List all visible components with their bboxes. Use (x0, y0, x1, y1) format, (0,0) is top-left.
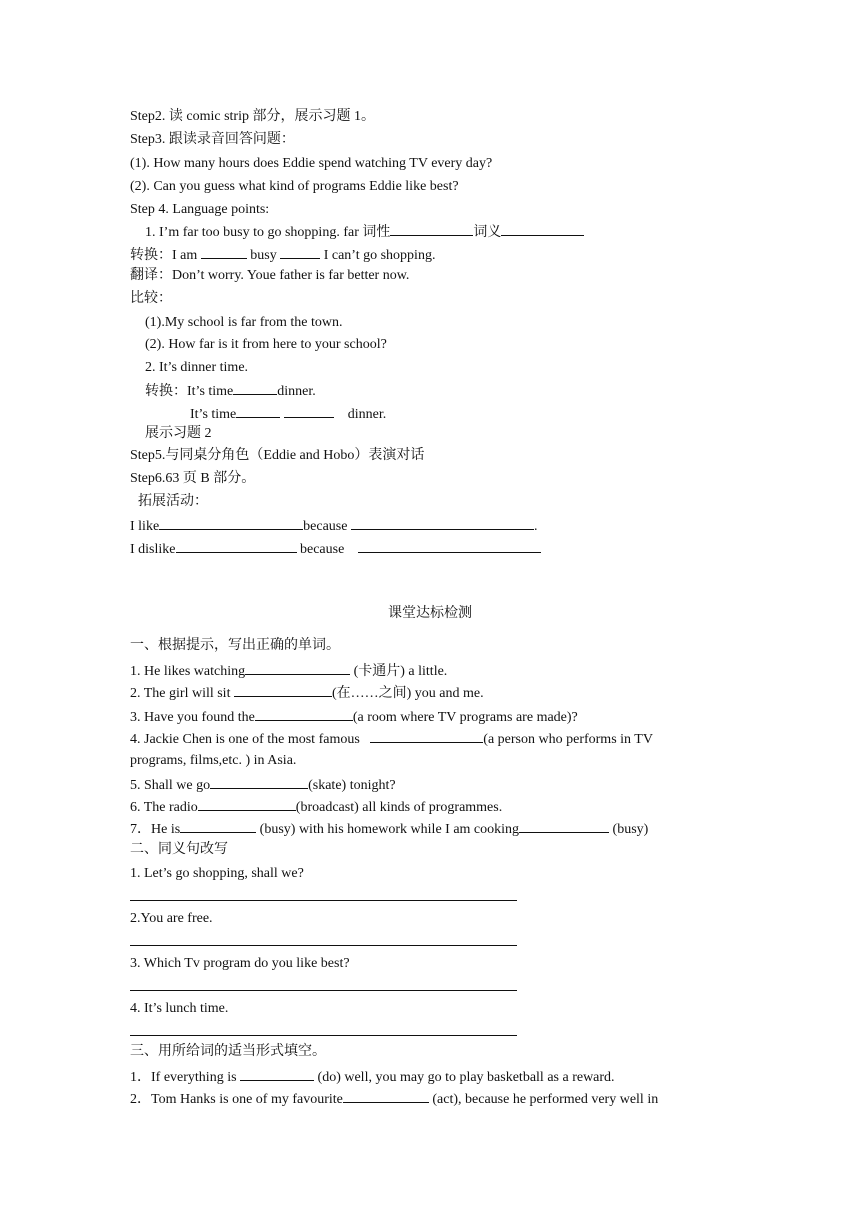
section-1-heading: 一、根据提示，写出正确的单词。 (130, 638, 340, 653)
blank[interactable] (176, 539, 297, 553)
exercise-1-7: 7．He is (busy) with his homework while I am cooking (busy) (130, 819, 648, 839)
fill-2: 2．Tom Hanks is one of my favourite (act), because he performed very well in (130, 1089, 658, 1109)
rewrite-1: 1. Let’s go shopping, shall we? (130, 866, 304, 881)
answer-line[interactable] (130, 900, 517, 901)
blank[interactable] (390, 222, 473, 236)
step4-line: Step 4. Language points: (130, 202, 270, 217)
translation-line: 翻译：Don’t worry. Youe father is far better now. (130, 268, 410, 283)
language-point-2: 2. It’s dinner time. (145, 360, 249, 375)
step6-line: Step6.63 页 B 部分。 (130, 471, 256, 486)
blank[interactable] (343, 1089, 429, 1103)
blank[interactable] (201, 245, 247, 259)
test-title: 课堂达标检测 (388, 606, 472, 621)
blank[interactable] (255, 707, 353, 721)
blank[interactable] (351, 516, 534, 530)
blank[interactable] (234, 683, 332, 697)
conversion-2: 转换：It’s time dinner. (145, 381, 316, 401)
blank[interactable] (519, 819, 609, 833)
fill-1: 1．If everything is (do) well, you may go to play basketball as a reward. (130, 1067, 615, 1087)
exercise-1-5: 5. Shall we go (skate) tonight? (130, 775, 396, 795)
step5-line: Step5.与同桌分角色（Eddie and Hobo）表演对话 (130, 448, 425, 463)
question-1: (1). How many hours does Eddie spend watching TV every day? (130, 156, 493, 171)
blank[interactable] (284, 404, 334, 418)
rewrite-3: 3. Which Tv program do you like best? (130, 956, 350, 971)
blank[interactable] (280, 245, 320, 259)
compare-label: 比较： (130, 291, 172, 306)
blank[interactable] (240, 1067, 314, 1081)
rewrite-2: 2.You are free. (130, 911, 213, 926)
step3-line: Step3. 跟读录音回答问题： (130, 132, 295, 147)
blank[interactable] (501, 222, 584, 236)
blank[interactable] (210, 775, 308, 789)
answer-line[interactable] (130, 945, 517, 946)
exercise-1-4: 4. Jackie Chen is one of the most famous (a person who performs in TV (130, 729, 653, 749)
exercise-1-4-cont: programs, films,etc. ) in Asia. (130, 753, 297, 768)
section-3-heading: 三、用所给词的适当形式填空。 (130, 1044, 326, 1059)
exercise-1-2: 2. The girl will sit (在……之间) you and me. (130, 683, 484, 703)
exercise-1-1: 1. He likes watching (卡通片) a little. (130, 661, 447, 681)
conversion-1: 转换：I am busy I can’t go shopping. (130, 245, 435, 265)
compare-1: (1).My school is far from the town. (145, 315, 343, 330)
exercise-1-6: 6. The radio (broadcast) all kinds of programmes. (130, 797, 502, 817)
conversion-3: It’s time dinner. (190, 404, 386, 424)
blank[interactable] (159, 516, 303, 530)
blank[interactable] (233, 381, 277, 395)
like-line: I like because . (130, 516, 537, 536)
step2-line: Step2. 读 comic strip 部分，展示习题 1。 (130, 109, 375, 124)
blank[interactable] (180, 819, 256, 833)
blank[interactable] (198, 797, 296, 811)
language-point-1: 1. I’m far too busy to go shopping. far 词性 词义 (145, 222, 584, 242)
question-2: (2). Can you guess what kind of programs Eddie like best? (130, 179, 459, 194)
exercise-1-3: 3. Have you found the (a room where TV programs are made)? (130, 707, 578, 727)
blank[interactable] (358, 539, 541, 553)
extension-label: 拓展活动： (138, 494, 208, 509)
section-2-heading: 二、同义句改写 (130, 842, 228, 857)
compare-2: (2). How far is it from here to your school? (145, 337, 387, 352)
blank[interactable] (236, 404, 280, 418)
dislike-line: I dislike because (130, 539, 541, 559)
answer-line[interactable] (130, 990, 517, 991)
show-exercise-2: 展示习题 2 (145, 426, 212, 441)
blank[interactable] (370, 729, 483, 743)
answer-line[interactable] (130, 1035, 517, 1036)
blank[interactable] (245, 661, 350, 675)
rewrite-4: 4. It’s lunch time. (130, 1001, 229, 1016)
